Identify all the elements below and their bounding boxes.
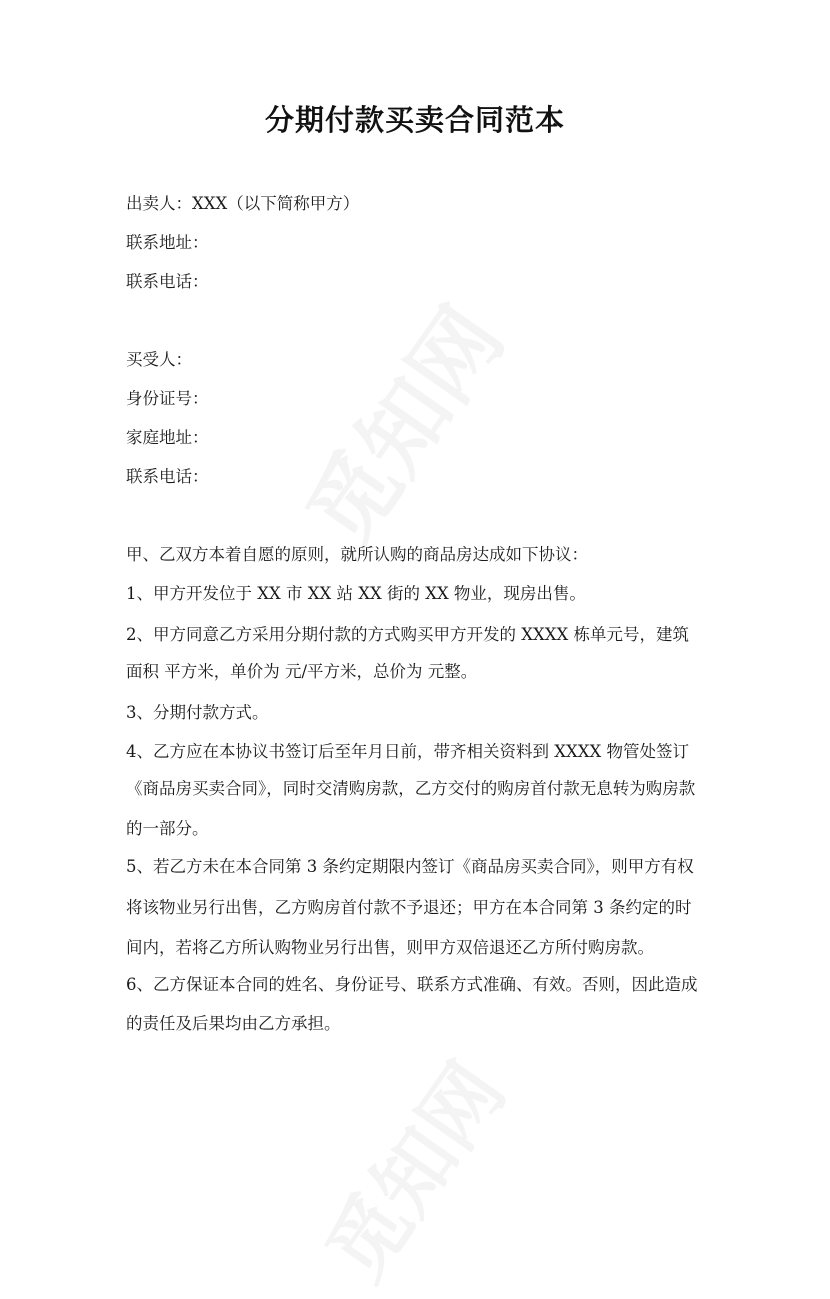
clause-4-line-1: 4、乙方应在本协议书签订后至年月日前，带齐相关资料到 XXXX 物管处签订 [126,742,689,761]
clause-5-line-3: 间内，若将乙方所认购物业另行出售，则甲方双倍退还乙方所付购房款。 [126,938,654,957]
watermark [273,279,528,568]
clause-5-line-2: 将该物业另行出售，乙方购房首付款不予退还；甲方在本合同第 3 条约定的时 [126,898,692,917]
seller-name-line: 出卖人：XXX（以下简称甲方） [126,194,360,213]
buyer-phone-line: 联系电话： [126,467,209,486]
buyer-home-address-line: 家庭地址： [126,428,209,447]
clause-2-line-1: 2、甲方同意乙方采用分期付款的方式购买甲方开发的 XXXX 栋单元号，建筑 [126,625,689,644]
clause-6-line-1: 6、乙方保证本合同的姓名、身份证号、联系方式准确、有效。否则，因此造成 [126,975,698,994]
clause-3: 3、分期付款方式。 [126,703,269,722]
clause-6-line-2: 的责任及后果均由乙方承担。 [126,1014,341,1033]
document-title: 分期付款买卖合同范本 [264,103,565,137]
clause-5-line-1: 5、若乙方未在本合同第 3 条约定期限内签订《商品房买卖合同》，则甲方有权 [126,857,694,876]
agreement-intro: 甲、乙双方本着自愿的原则，就所认购的商品房达成如下协议： [126,545,588,564]
watermark [294,1036,526,1299]
clause-1: 1、甲方开发位于 XX 市 XX 站 XX 街的 XX 物业，现房出售。 [126,584,586,603]
seller-phone-line: 联系电话： [126,272,209,291]
seller-address-line: 联系地址： [126,233,209,252]
clause-4-line-3: 的一部分。 [126,819,209,838]
clause-4-line-2: 《商品房买卖合同》，同时交清购房款，乙方交付的购房首付款无息转为购房款 [126,779,696,798]
buyer-name-line: 买受人： [126,350,192,369]
buyer-id-line: 身份证号： [126,389,209,408]
clause-2-line-2: 面积 平方米，单价为 元/平方米，总价为 元整。 [126,662,478,681]
